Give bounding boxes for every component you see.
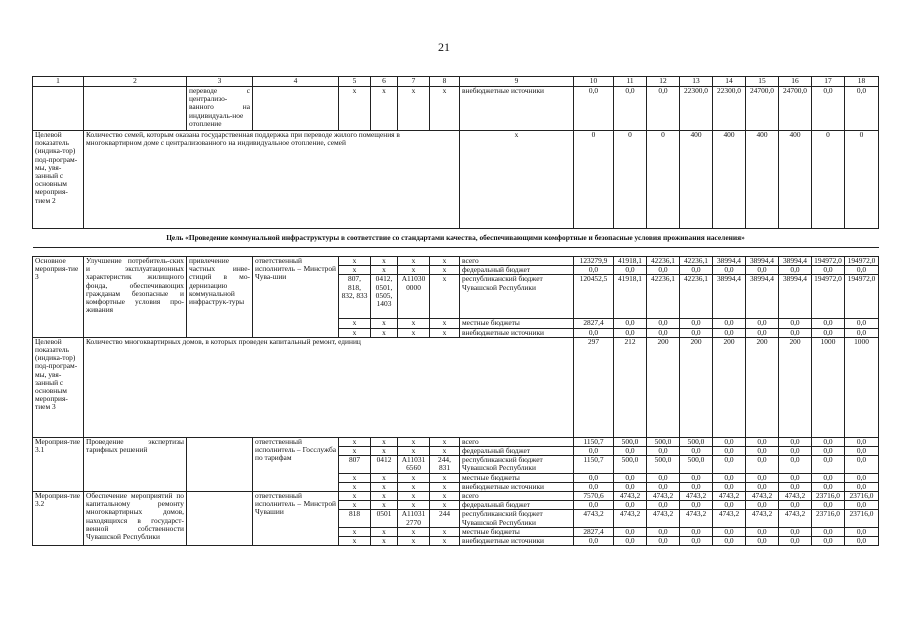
cell-x: x: [339, 257, 371, 266]
cell-value: 4743,2: [680, 492, 713, 501]
budget-code: x: [430, 275, 460, 319]
cell-value: 400: [713, 131, 746, 229]
funding-source: всего: [460, 437, 574, 446]
cell-x: x: [430, 266, 460, 275]
cell-value: 0,0: [845, 473, 879, 482]
col-num: 16: [779, 77, 812, 87]
budget-code: 0412: [371, 456, 398, 473]
cell-value: 0,0: [845, 87, 879, 131]
cell-text: переводе с централизо-ванного на индивидуаль-ное отопление: [187, 87, 253, 131]
cell-value: 0,0: [647, 527, 680, 536]
cell-value: 1150,7: [574, 437, 614, 446]
cell-value: 4743,2: [779, 510, 812, 527]
budget-code: 244: [430, 510, 460, 527]
cell-x: x: [371, 537, 398, 546]
cell-value: 500,0: [680, 456, 713, 473]
col-num: 11: [614, 77, 647, 87]
page-number: 21: [438, 40, 450, 54]
cell-value: 194972,0: [812, 275, 845, 319]
cell-value: 0,0: [812, 537, 845, 546]
activity-3-1: [33, 437, 879, 491]
cell-value: 0,0: [680, 482, 713, 491]
cell-value: 24700,0: [746, 87, 779, 131]
activity-label: Мероприя-тие 3.2: [33, 492, 84, 546]
cell-x: x: [371, 527, 398, 536]
col-num: 15: [746, 77, 779, 87]
cell-x: x: [430, 257, 460, 266]
cell-value: 0,0: [574, 266, 614, 275]
cell-x: x: [398, 87, 430, 131]
indicator-text: Количество семей, которым оказана государственная поддержка при переводе жилого помещения в многоквартирном доме с централизованного на индивидуальное отопление, семей: [84, 131, 460, 229]
cell-x: x: [430, 328, 460, 337]
cell-x: x: [339, 328, 371, 337]
budget-code: 818: [339, 510, 371, 527]
cell-value: 4743,2: [647, 510, 680, 527]
cell-value: 24700,0: [779, 87, 812, 131]
cell-x: x: [430, 482, 460, 491]
cell-x: x: [371, 437, 398, 446]
cell-value: 4743,2: [680, 510, 713, 527]
cell-x: x: [430, 501, 460, 510]
cell-value: 0,0: [574, 537, 614, 546]
col-num: 10: [574, 77, 614, 87]
cell-value: 0,0: [845, 319, 879, 328]
cell-value: 0,0: [779, 473, 812, 482]
cell-value: 0,0: [746, 266, 779, 275]
cell-value: 0,0: [746, 473, 779, 482]
cell-x: x: [460, 131, 574, 229]
funding-source: местные бюджеты: [460, 319, 574, 328]
cell-value: 2827,4: [574, 527, 614, 536]
cell-value: 4743,2: [746, 492, 779, 501]
cell-x: x: [371, 257, 398, 266]
funding-source: всего: [460, 257, 574, 266]
col-num: 12: [647, 77, 680, 87]
responsible-executor: ответственный исполнитель – Минстрой Чува-шии: [253, 257, 339, 338]
cell-value: 2827,4: [574, 319, 614, 328]
cell-x: x: [398, 537, 430, 546]
cell-value: 0,0: [713, 501, 746, 510]
cell-value: 0,0: [574, 447, 614, 456]
cell-value: 0,0: [746, 319, 779, 328]
table-row: [33, 437, 879, 446]
cell-value: 500,0: [647, 437, 680, 446]
cell-x: x: [398, 319, 430, 328]
budget-code: 807, 818, 832, 833: [339, 275, 371, 319]
cell-value: 200: [779, 337, 812, 437]
cell-x: x: [398, 437, 430, 446]
cell-x: x: [430, 447, 460, 456]
cell-value: 0: [845, 131, 879, 229]
col-num: 6: [371, 77, 398, 87]
table-row: [33, 87, 879, 131]
cell-value: 0,0: [812, 447, 845, 456]
cell-value: 0,0: [713, 473, 746, 482]
cell-value: 0,0: [574, 87, 614, 131]
cell-value: 0,0: [647, 537, 680, 546]
col-num: 3: [187, 77, 253, 87]
budget-code: 244, 831: [430, 456, 460, 473]
cell-x: x: [430, 537, 460, 546]
table-row: [33, 492, 879, 501]
budget-code: 0501: [371, 510, 398, 527]
budget-code: А11031 2770: [398, 510, 430, 527]
cell-value: 297: [574, 337, 614, 437]
activity-name: Улучшение потребитель-ских и эксплуатационных характеристик жилищного фонда, обеспечивающих гражданам безопасные и комфортные условия про-живания: [84, 257, 187, 338]
cell-value: 194972,0: [812, 257, 845, 266]
activity-name: Обеспечение мероприятий по капитальному ремонту многоквартирных домов, находящихся в государст-венной собственности Чувашской Республики: [84, 492, 187, 546]
cell-value: 38994,4: [746, 257, 779, 266]
cell-value: 38994,4: [713, 257, 746, 266]
cell-value: 22300,0: [713, 87, 746, 131]
cell-value: 0,0: [614, 328, 647, 337]
cell-x: x: [339, 537, 371, 546]
activity-label: Мероприя-тие 3.1: [33, 437, 84, 491]
cell-x: x: [371, 492, 398, 501]
cell-value: 0,0: [779, 456, 812, 473]
cell-value: 42236,1: [680, 275, 713, 319]
col-num: 14: [713, 77, 746, 87]
cell-value: 0,0: [680, 537, 713, 546]
cell-x: x: [371, 447, 398, 456]
budget-code: 0412, 0501, 0505, 1403: [371, 275, 398, 319]
cell-x: x: [398, 492, 430, 501]
cell-value: 200: [746, 337, 779, 437]
cell-value: 500,0: [680, 437, 713, 446]
cell-value: 200: [647, 337, 680, 437]
cell-value: 0,0: [713, 437, 746, 446]
cell-value: 0,0: [779, 266, 812, 275]
col-num: 2: [84, 77, 187, 87]
cell-value: 0,0: [746, 328, 779, 337]
main-activity-3: [33, 257, 879, 338]
funding-source: местные бюджеты: [460, 473, 574, 482]
col-num: 8: [430, 77, 460, 87]
cell-value: 41918,1: [614, 275, 647, 319]
cell-value: 0,0: [647, 447, 680, 456]
cell-value: 194972,0: [845, 275, 879, 319]
cell-x: x: [371, 328, 398, 337]
cell-value: 23716,0: [812, 492, 845, 501]
funding-source: федеральный бюджет: [460, 447, 574, 456]
target-indicator-row: [33, 131, 879, 229]
activity-label: Основное мероприя-тие 3: [33, 257, 84, 338]
indicator-label: Целевой показатель (индика-тор) под-програм-мы, увя-занный с основным мероприя-тием 3: [33, 337, 84, 437]
cell-value: 4743,2: [713, 492, 746, 501]
cell-value: 0,0: [647, 87, 680, 131]
cell-value: 0,0: [574, 482, 614, 491]
cell-value: 0,0: [713, 537, 746, 546]
cell-x: x: [398, 473, 430, 482]
cell-value: 400: [680, 131, 713, 229]
cell-value: 0,0: [647, 319, 680, 328]
cell-x: x: [430, 319, 460, 328]
cell-value: 0,0: [647, 501, 680, 510]
cell-value: 0,0: [614, 473, 647, 482]
cell-x: x: [339, 87, 371, 131]
cell-value: 120452,5: [574, 275, 614, 319]
cell-value: 0: [647, 131, 680, 229]
cell-value: 0,0: [614, 501, 647, 510]
budget-code: А11031 6560: [398, 456, 430, 473]
cell-value: 0,0: [779, 482, 812, 491]
cell-x: x: [371, 266, 398, 275]
budget-code: 807: [339, 456, 371, 473]
cell-value: 0,0: [779, 447, 812, 456]
cell-value: 42236,1: [647, 275, 680, 319]
cell-value: 0,0: [779, 437, 812, 446]
funding-source: федеральный бюджет: [460, 501, 574, 510]
cell-value: 0,0: [779, 527, 812, 536]
cell-value: 4743,2: [614, 492, 647, 501]
cell-value: 0,0: [680, 319, 713, 328]
cell-value: 0,0: [574, 473, 614, 482]
col-num: 18: [845, 77, 879, 87]
col-num: 5: [339, 77, 371, 87]
cell-value: 500,0: [647, 456, 680, 473]
cell-value: 0,0: [614, 537, 647, 546]
cell-x: x: [339, 527, 371, 536]
cell-value: 0,0: [812, 328, 845, 337]
cell-value: 0,0: [574, 328, 614, 337]
budget-code: А11030 0000: [398, 275, 430, 319]
cell-x: x: [339, 437, 371, 446]
funding-source: республиканский бюджет Чувашской Республики: [460, 510, 574, 527]
responsible-executor: ответственный исполнитель – Минстрой Чувашии: [253, 492, 339, 546]
cell-value: 0,0: [746, 527, 779, 536]
cell-value: 0: [812, 131, 845, 229]
funding-source: внебюджетные источники: [460, 87, 574, 131]
target-indicator-row: [33, 337, 879, 437]
cell-value: 200: [713, 337, 746, 437]
cell-value: 400: [779, 131, 812, 229]
cell-value: 0,0: [845, 266, 879, 275]
cell-value: 0,0: [746, 437, 779, 446]
cell-value: 38994,4: [779, 275, 812, 319]
cell-x: x: [339, 501, 371, 510]
cell-value: 0,0: [713, 328, 746, 337]
funding-source: внебюджетные источники: [460, 482, 574, 491]
cell-value: 41918,1: [614, 257, 647, 266]
cell-value: 0,0: [779, 501, 812, 510]
cell-value: 0,0: [779, 319, 812, 328]
cell-value: 0,0: [845, 537, 879, 546]
cell-value: 0,0: [614, 266, 647, 275]
cell-x: x: [339, 492, 371, 501]
responsible-executor: ответственный исполнитель – Госслужба по тарифам: [253, 437, 339, 491]
cell-value: 0,0: [746, 501, 779, 510]
cell-value: 500,0: [614, 437, 647, 446]
cell-value: 0,0: [713, 447, 746, 456]
cell-value: 0,0: [812, 266, 845, 275]
cell-value: 4743,2: [614, 510, 647, 527]
cell-x: x: [339, 473, 371, 482]
cell-x: x: [430, 473, 460, 482]
cell-value: 0,0: [812, 456, 845, 473]
goal-row: [33, 229, 879, 248]
cell-value: 0,0: [614, 87, 647, 131]
funding-source: всего: [460, 492, 574, 501]
indicator-text: Количество многоквартирных домов, в которых проведен капитальный ремонт, единиц: [84, 337, 574, 437]
cell-value: 0,0: [845, 501, 879, 510]
table-row: [33, 257, 879, 266]
cell-x: x: [430, 527, 460, 536]
cell-value: 0,0: [812, 527, 845, 536]
cell-value: 0,0: [779, 537, 812, 546]
cell-value: 38994,4: [746, 275, 779, 319]
cell-value: 0,0: [812, 437, 845, 446]
cell-value: 0,0: [614, 319, 647, 328]
cell-value: 22300,0: [680, 87, 713, 131]
cell-value: 0,0: [746, 482, 779, 491]
cell-x: x: [371, 501, 398, 510]
cell-value: 0,0: [680, 501, 713, 510]
cell-value: 4743,2: [574, 510, 614, 527]
cell-x: x: [430, 492, 460, 501]
cell-value: 0,0: [614, 447, 647, 456]
funding-source: федеральный бюджет: [460, 266, 574, 275]
cell-value: 4743,2: [746, 510, 779, 527]
cell-x: x: [371, 319, 398, 328]
cell-value: 0,0: [713, 456, 746, 473]
cell-x: x: [430, 87, 460, 131]
cell-value: 212: [614, 337, 647, 437]
cell-x: x: [339, 319, 371, 328]
cell-value: 0,0: [680, 527, 713, 536]
cell-value: 0,0: [647, 473, 680, 482]
funding-source: внебюджетные источники: [460, 328, 574, 337]
activity-name: Проведение экспертизы тарифных решений: [84, 437, 187, 491]
col-num: 1: [33, 77, 84, 87]
cell-value: 23716,0: [845, 510, 879, 527]
cell-value: 0,0: [845, 527, 879, 536]
cell-x: x: [398, 328, 430, 337]
cell-value: 1150,7: [574, 456, 614, 473]
goal-heading: Цель «Проведение коммунальной инфраструктуры в соответствие со стандартами качества, обеспечивающими комфортные и безопасные условия проживания населения»: [33, 229, 879, 248]
cell-value: 0,0: [647, 482, 680, 491]
cell-value: 0,0: [812, 87, 845, 131]
cell-x: x: [398, 266, 430, 275]
col-num: 7: [398, 77, 430, 87]
funding-source: республиканский бюджет Чувашской Республики: [460, 275, 574, 319]
cell-value: 0,0: [680, 473, 713, 482]
cell-value: 0,0: [845, 482, 879, 491]
cell-x: x: [339, 447, 371, 456]
cell-value: 1000: [812, 337, 845, 437]
cell-value: 0,0: [647, 266, 680, 275]
cell-x: x: [398, 447, 430, 456]
funding-source: республиканский бюджет Чувашской Республики: [460, 456, 574, 473]
cell-x: x: [371, 482, 398, 491]
cell-value: 0,0: [845, 456, 879, 473]
cell-value: 0,0: [574, 501, 614, 510]
cell-x: x: [371, 473, 398, 482]
cell-value: 0,0: [812, 501, 845, 510]
cell-value: 0,0: [746, 447, 779, 456]
cell-x: x: [339, 482, 371, 491]
cell-x: x: [339, 266, 371, 275]
cell-value: 500,0: [614, 456, 647, 473]
col-num: 13: [680, 77, 713, 87]
cell-value: 4743,2: [779, 492, 812, 501]
cell-value: 0,0: [713, 527, 746, 536]
spacer-row: [33, 248, 879, 257]
cell-value: 194972,0: [845, 257, 879, 266]
col-num: 4: [253, 77, 339, 87]
cell-value: 0,0: [680, 328, 713, 337]
cell-value: 123279,9: [574, 257, 614, 266]
col-num: 17: [812, 77, 845, 87]
cell-value: 0,0: [746, 537, 779, 546]
cell-value: 0,0: [713, 319, 746, 328]
activity-note: привлечение частных инве-стиций в мо-дернизацию коммунальной инфраструк-туры: [187, 257, 253, 338]
program-table: [32, 76, 879, 546]
cell-value: 4743,2: [713, 510, 746, 527]
cell-value: 38994,4: [713, 275, 746, 319]
cell-x: x: [398, 501, 430, 510]
cell-value: 0,0: [845, 437, 879, 446]
cell-value: 38994,4: [779, 257, 812, 266]
cell-value: 0,0: [845, 328, 879, 337]
cell-x: x: [398, 527, 430, 536]
indicator-label: Целевой показатель (индика-тор) под-програм-мы, увя-занный с основным мероприя-тием 2: [33, 131, 84, 229]
cell-value: 200: [680, 337, 713, 437]
col-num: 9: [460, 77, 574, 87]
cell-value: 0: [614, 131, 647, 229]
cell-value: 0,0: [680, 447, 713, 456]
cell-x: x: [430, 437, 460, 446]
cell-value: 42236,1: [647, 257, 680, 266]
cell-value: 0: [574, 131, 614, 229]
cell-value: 0,0: [614, 527, 647, 536]
cell-value: 0,0: [812, 482, 845, 491]
cell-value: 0,0: [713, 266, 746, 275]
cell-value: 0,0: [614, 482, 647, 491]
cell-value: 0,0: [680, 266, 713, 275]
cell-value: 1000: [845, 337, 879, 437]
activity-3-2: [33, 492, 879, 546]
cell-value: 4743,2: [647, 492, 680, 501]
cell-x: x: [398, 257, 430, 266]
cell-value: 400: [746, 131, 779, 229]
cell-value: 0,0: [746, 456, 779, 473]
funding-source: внебюджетные источники: [460, 537, 574, 546]
column-number-row: [33, 77, 879, 87]
cell-value: 0,0: [713, 482, 746, 491]
cell-value: 0,0: [845, 447, 879, 456]
cell-value: 0,0: [812, 319, 845, 328]
cell-value: 23716,0: [812, 510, 845, 527]
activity-note: [187, 492, 253, 546]
cell-value: 0,0: [647, 328, 680, 337]
activity-note: [187, 437, 253, 491]
cell-value: 0,0: [779, 328, 812, 337]
cell-value: 23716,0: [845, 492, 879, 501]
cell-x: x: [371, 87, 398, 131]
funding-source: местные бюджеты: [460, 527, 574, 536]
cell-value: 7570,6: [574, 492, 614, 501]
cell-x: x: [398, 482, 430, 491]
cell-value: 42236,1: [680, 257, 713, 266]
cell-value: 0,0: [812, 473, 845, 482]
